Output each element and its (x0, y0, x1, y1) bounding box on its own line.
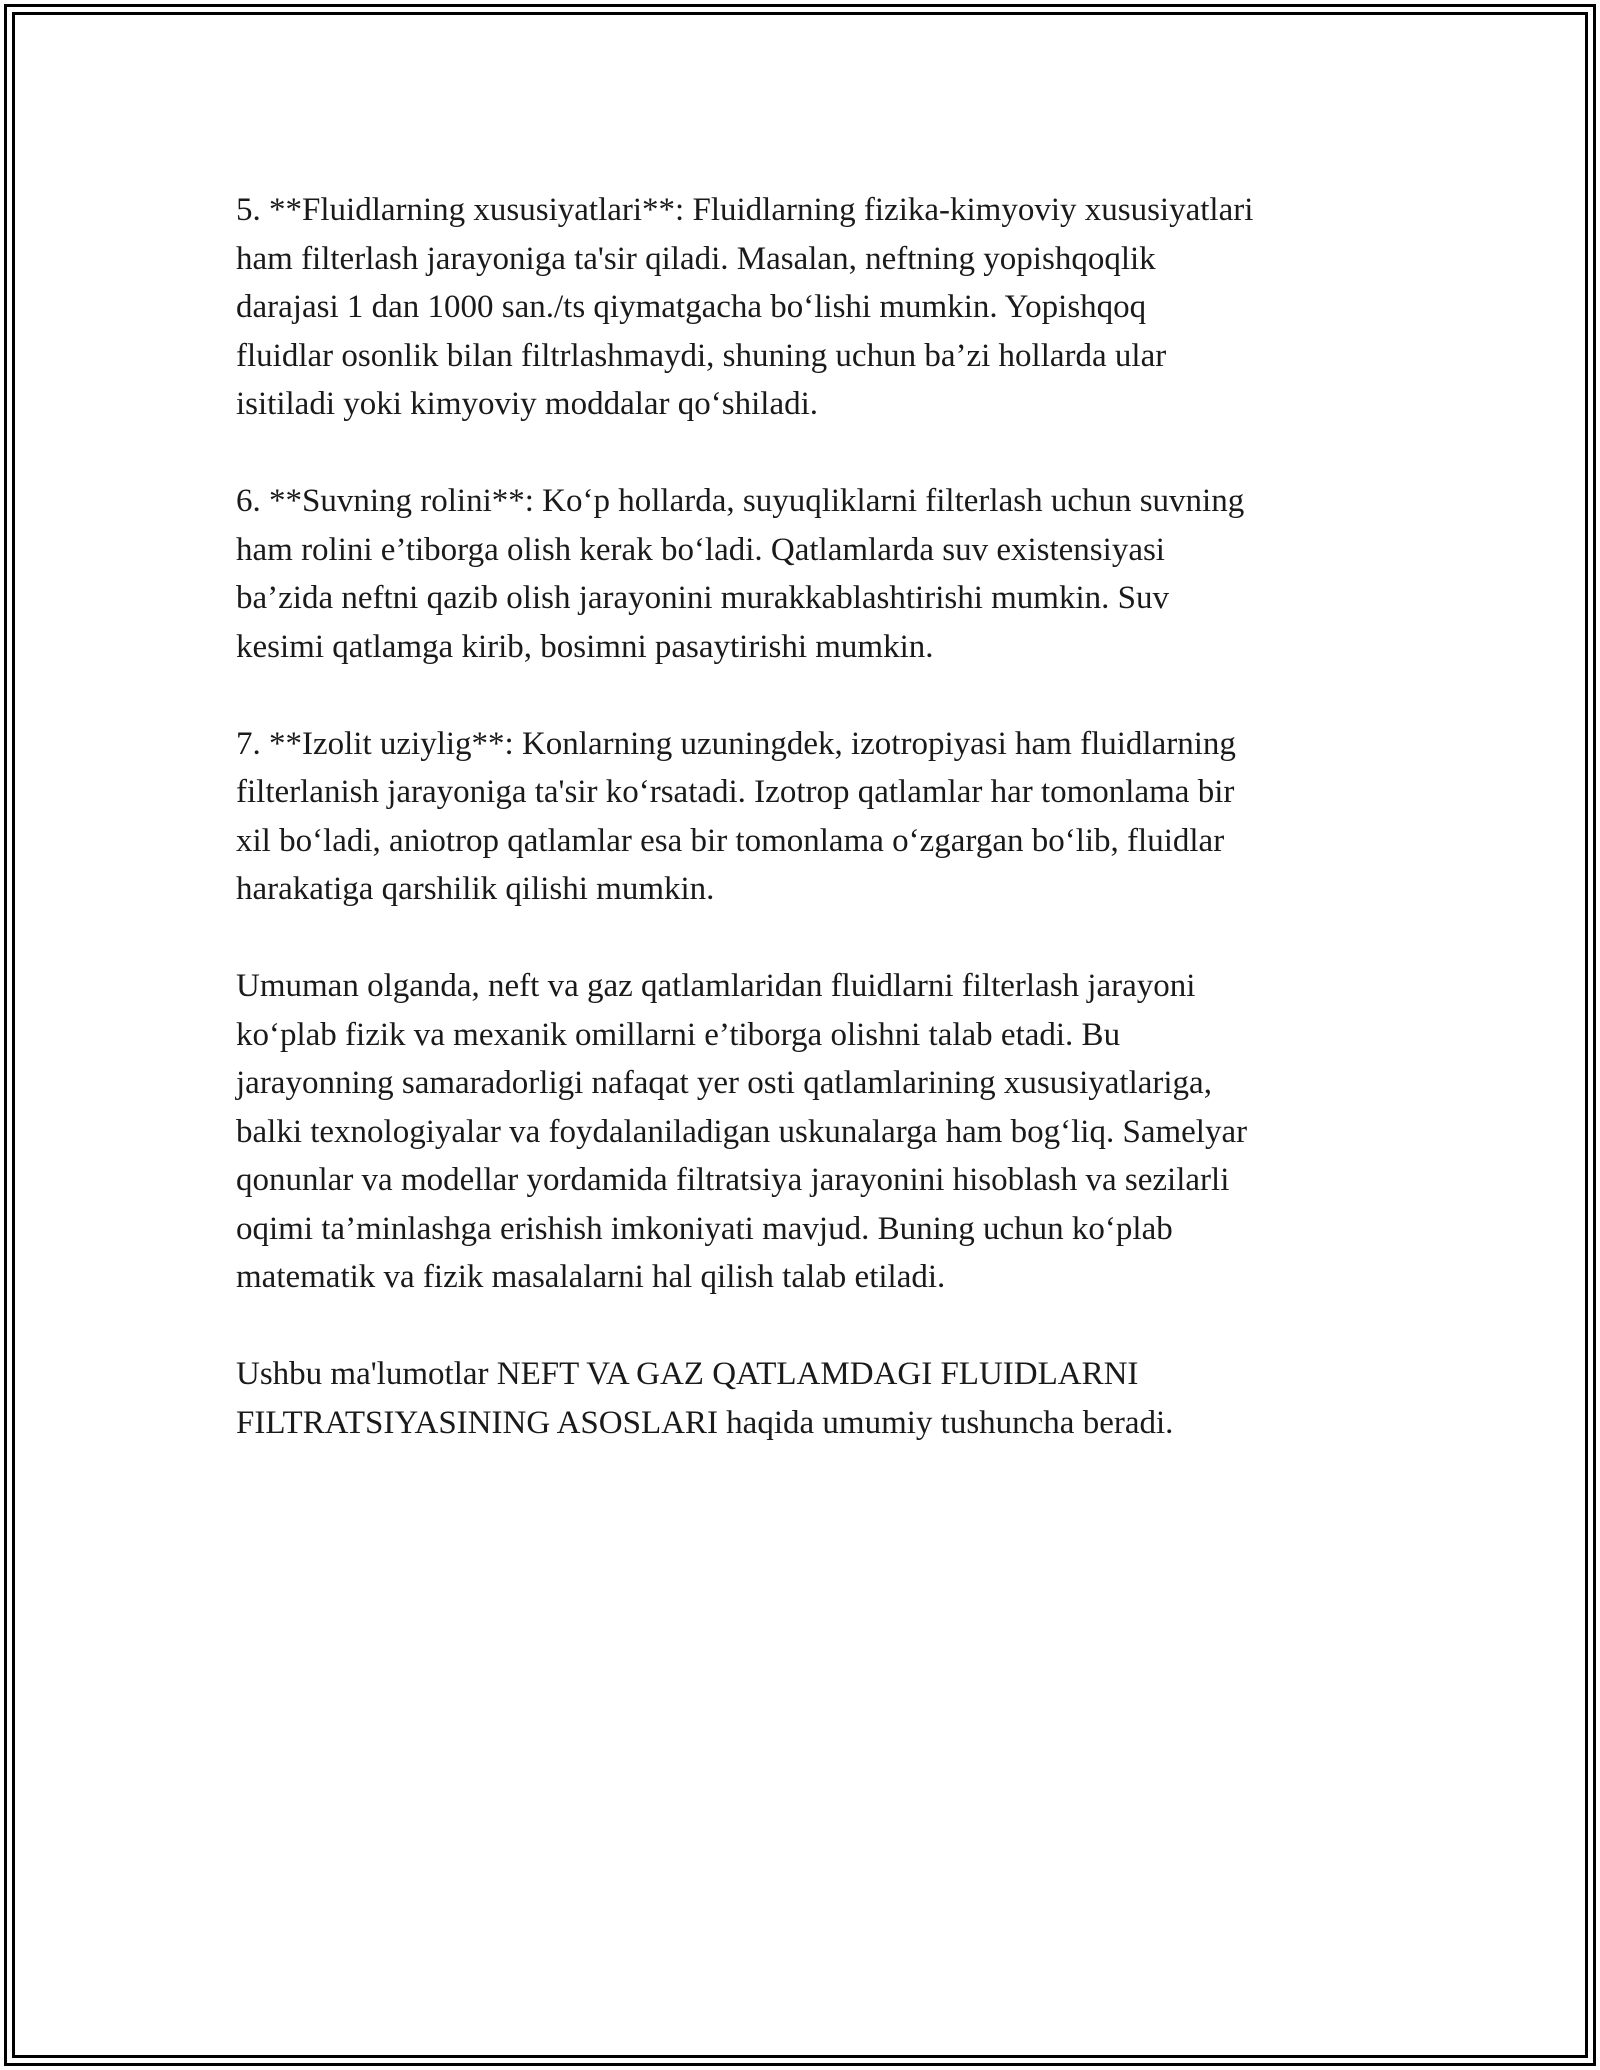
text-line: fluidlar osonlik bilan filtrlashmaydi, shuning uchun ba’zi hollarda ular (236, 337, 1167, 374)
paragraph-fluid-properties (236, 186, 1406, 429)
text-line: ham rolini e’tiborga olish kerak bo‘ladi. Qatlamlarda suv existensiyasi (236, 531, 1165, 568)
text-line: darajasi 1 dan 1000 san./ts qiymatgacha bo‘lishi mumkin. Yopishqoq (236, 289, 1147, 325)
text-line: jarayonning samaradorligi nafaqat yer osti qatlamlarining xususiyatlariga, (236, 1065, 1212, 1101)
text-line: ba’zida neftni qazib olish jarayonini murakkablashtirishi mumkin. Suv (236, 580, 1169, 616)
text-line: ham filterlash jarayoniga ta'sir qiladi. Masalan, neftning yopishqoqlik (236, 240, 1156, 277)
paragraph-isotropy (236, 720, 1406, 914)
text-line: qonunlar va modellar yordamida filtratsiya jarayonini hisoblash va sezilarli (236, 1162, 1230, 1198)
text-line: filterlanish jarayoniga ta'sir ko‘rsatadi. Izotrop qatlamlar har tomonlama bir (236, 774, 1235, 810)
text-line: harakatiga qarshilik qilishi mumkin. (236, 871, 715, 907)
document-body (236, 186, 1406, 1496)
paragraph-summary (236, 962, 1406, 1302)
paragraph-conclusion (236, 1350, 1406, 1447)
text-line: oqimi ta’minlashga erishish imkoniyati mavjud. Buning uchun ko‘plab (236, 1210, 1173, 1247)
text-line: 7. **Izolit uziylig**: Konlarning uzuningdek, izotropiyasi ham fluidlarning (236, 725, 1236, 762)
text-line: kesimi qatlamga kirib, bosimni pasaytirishi mumkin. (236, 628, 934, 665)
text-line: Ushbu ma'lumotlar NEFT VA GAZ QATLAMDAGI FLUIDLARNI (236, 1356, 1139, 1392)
text-line: 5. **Fluidlarning xususiyatlari**: Fluidlarning fizika-kimyoviy xususiyatlari (236, 192, 1254, 228)
text-line: matematik va fizik masalalarni hal qilish talab etiladi. (236, 1259, 946, 1295)
text-line: 6. **Suvning rolini**: Ko‘p hollarda, suyuqliklarni filterlash uchun suvning (236, 483, 1245, 519)
paragraph-water-role (236, 477, 1406, 671)
text-line: FILTRATSIYASINING ASOSLARI haqida umumiy tushuncha beradi. (236, 1404, 1174, 1441)
text-line: ko‘plab fizik va mexanik omillarni e’tiborga olishni talab etadi. Bu (236, 1016, 1121, 1053)
text-line: xil bo‘ladi, aniotrop qatlamlar esa bir tomonlama o‘zgargan bo‘lib, fluidlar (236, 822, 1225, 859)
text-line: isitiladi yoki kimyoviy moddalar qo‘shiladi. (236, 386, 819, 422)
text-line: Umuman olganda, neft va gaz qatlamlaridan fluidlarni filterlash jarayoni (236, 968, 1196, 1004)
text-line: balki texnologiyalar va foydalaniladigan uskunalarga ham bog‘liq. Samelyar (236, 1113, 1248, 1150)
